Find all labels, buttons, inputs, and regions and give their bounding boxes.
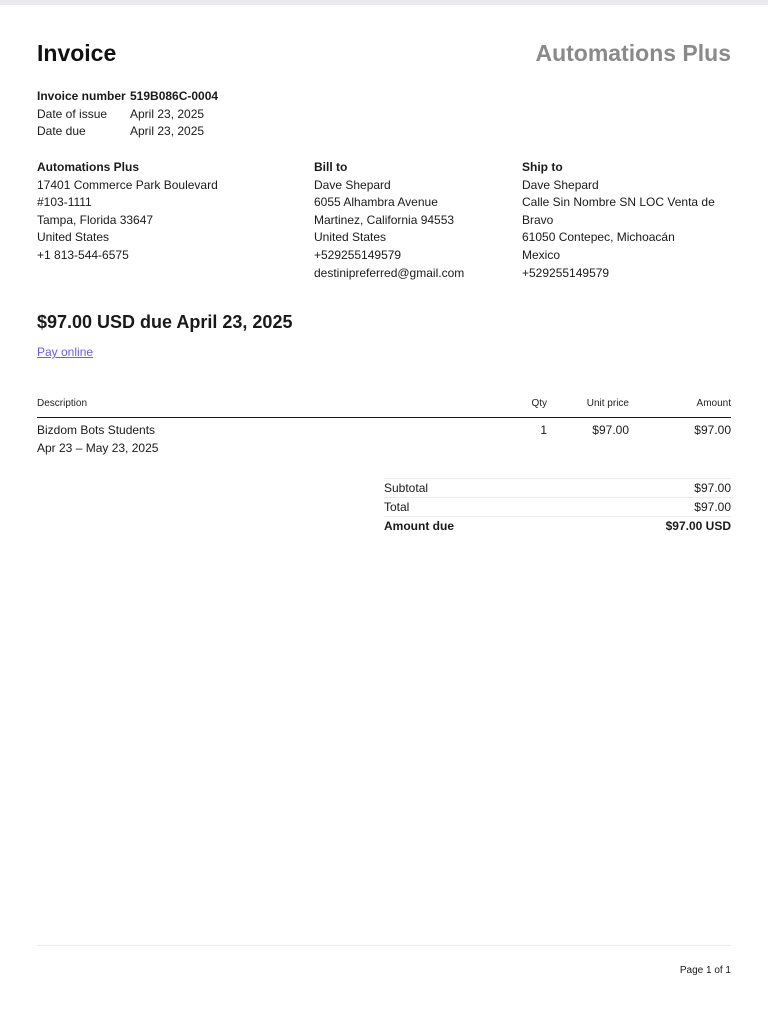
- ship-to-line: 61050 Contepec, Michoacán: [522, 230, 675, 245]
- from-address-line: United States: [37, 230, 110, 245]
- header-unit-price: Unit price: [586, 398, 629, 409]
- amount-due-heading: $97.00 USD due April 23, 2025: [37, 312, 293, 332]
- amount-due-row: [384, 516, 731, 535]
- subtotal-label: Subtotal: [384, 481, 429, 495]
- ship-to-heading: Ship to: [522, 160, 563, 174]
- amount-due-value: $97.00 USD: [665, 519, 731, 533]
- subtotal-value: $97.00: [694, 481, 731, 495]
- pay-online-link[interactable]: Pay online: [37, 345, 94, 359]
- item-qty: 1: [540, 423, 547, 437]
- top-strip: [0, 0, 768, 5]
- invoice-number-value: 519B086C-0004: [130, 89, 219, 103]
- ship-to-address: [522, 159, 722, 282]
- from-address-line: #103-1111: [37, 195, 92, 210]
- bill-to-phone: +529255149579: [314, 247, 402, 262]
- bill-to-line: United States: [314, 230, 387, 245]
- amount-due-label: Amount due: [384, 519, 454, 533]
- item-description-cell: [37, 422, 158, 457]
- table-row: [37, 418, 731, 462]
- item-description: Bizdom Bots Students: [37, 423, 156, 437]
- ship-to-line: Dave Shepard: [522, 177, 599, 192]
- date-of-issue-row: [37, 106, 218, 124]
- header-qty: Qty: [531, 398, 547, 409]
- totals-summary: [384, 478, 731, 535]
- ship-to-line: Calle Sin Nombre SN LOC Venta de: [522, 195, 715, 210]
- item-amount: $97.00: [694, 423, 731, 437]
- invoice-number-label: Invoice number: [37, 89, 126, 103]
- bill-to-line: Dave Shepard: [314, 177, 391, 192]
- bill-to-line: 6055 Alhambra Avenue: [314, 195, 438, 210]
- brand-name: Automations Plus: [535, 40, 731, 66]
- bill-to-email: destinipreferred@gmail.com: [314, 265, 465, 280]
- bill-to-line: Martinez, California 94553: [314, 212, 455, 227]
- header-amount: Amount: [696, 398, 731, 409]
- total-row: [384, 497, 731, 516]
- ship-to-line: Mexico: [522, 247, 561, 262]
- invoice-title: Invoice: [37, 40, 117, 66]
- date-due-label: Date due: [37, 124, 86, 138]
- bill-to-address: [314, 159, 504, 282]
- total-value: $97.00: [694, 500, 731, 514]
- from-address-line: Tampa, Florida 33647: [37, 212, 154, 227]
- header-description: Description: [37, 398, 88, 409]
- invoice-number-row: [37, 88, 218, 106]
- date-due-row: [37, 123, 218, 141]
- ship-to-line: Bravo: [522, 212, 554, 227]
- line-items-table: [37, 392, 731, 462]
- table-header: [37, 392, 731, 418]
- footer-divider: [37, 945, 731, 946]
- invoice-meta: [37, 88, 218, 141]
- ship-to-phone: +529255149579: [522, 265, 610, 280]
- bill-to-heading: Bill to: [314, 160, 348, 174]
- item-unit-price: $97.00: [592, 423, 629, 437]
- total-label: Total: [384, 500, 410, 514]
- subtotal-row: [384, 478, 731, 497]
- page-number: Page 1 of 1: [679, 965, 731, 976]
- invoice-header: [37, 38, 731, 70]
- from-address: [37, 159, 287, 265]
- from-address-line: 17401 Commerce Park Boulevard: [37, 177, 218, 192]
- from-name: Automations Plus: [37, 160, 140, 174]
- date-of-issue-label: Date of issue: [37, 106, 108, 121]
- date-of-issue-value: April 23, 2025: [130, 106, 205, 121]
- date-due-value: April 23, 2025: [130, 124, 205, 138]
- from-phone: +1 813-544-6575: [37, 247, 129, 262]
- item-period: Apr 23 – May 23, 2025: [37, 440, 159, 455]
